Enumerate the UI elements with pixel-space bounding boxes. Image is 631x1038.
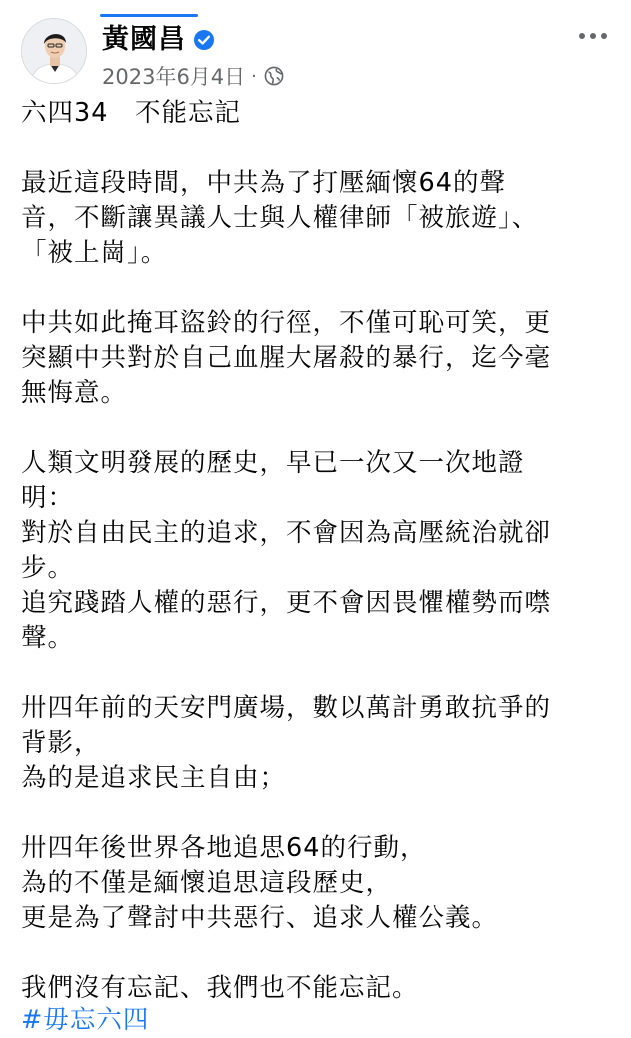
post-line: 卅四年前的天安門廣場，數以萬計勇敢抗爭的 (21, 693, 552, 723)
post-date[interactable]: 2023年6月4日 (102, 65, 246, 89)
post-line (21, 411, 611, 446)
post-line: 音，不斷讓異議人士與人權律師「被旅遊」、 (21, 203, 539, 233)
post-line (21, 796, 611, 831)
post-line: 我們沒有忘記、我們也不能忘記。 (21, 973, 419, 1003)
post-text (21, 96, 611, 1006)
post-header (0, 0, 631, 96)
post-line (21, 131, 611, 166)
author-avatar[interactable] (21, 18, 87, 84)
post-line: 步。 (21, 553, 75, 583)
post-line: 最近這段時間，中共為了打壓緬懷64的聲 (21, 168, 506, 198)
meta-separator: · (251, 65, 257, 87)
post-line (21, 656, 611, 691)
post-line: 六四34 不能忘記 (21, 98, 241, 128)
post-line: 人類文明發展的歷史，早已一次又一次地證 (21, 448, 525, 478)
post-line: 追究踐踏人權的惡行，更不會因畏懼權勢而噤 (21, 588, 552, 618)
post-line: 明： (21, 483, 75, 513)
post-line: 聲。 (21, 623, 75, 653)
post-line (21, 936, 611, 971)
post-line: 「被上崗」。 (21, 238, 168, 268)
post-meta (102, 61, 284, 91)
globe-icon[interactable] (264, 66, 284, 86)
hashtag-link[interactable]: #毋忘六四 (21, 1005, 150, 1035)
post-line: 中共如此掩耳盜鈴的行徑，不僅可恥可笑，更 (21, 308, 552, 338)
post-line (21, 271, 611, 306)
post-line: 突顯中共對於自己血腥大屠殺的暴行，迄今毫 (21, 343, 552, 373)
avatar-portrait-icon (22, 19, 87, 84)
author-name[interactable]: 黃國昌 (102, 24, 186, 55)
post-line: 卅四年後世界各地追思64的行動， (21, 833, 427, 863)
post-line: 更是為了聲討中共惡行、追求人權公義。 (21, 903, 499, 933)
post-line: 背影， (21, 728, 101, 758)
post-line: 無悔意。 (21, 378, 128, 408)
verified-badge-icon (193, 29, 215, 51)
post-line: 對於自由民主的追求，不會因為高壓統治就卻 (21, 518, 552, 548)
post-line: 為的是追求民主自由； (21, 763, 287, 793)
author-row (102, 22, 215, 58)
more-options-icon[interactable] (579, 26, 607, 46)
post-line: 為的不僅是緬懷追思這段歷史， (21, 868, 393, 898)
